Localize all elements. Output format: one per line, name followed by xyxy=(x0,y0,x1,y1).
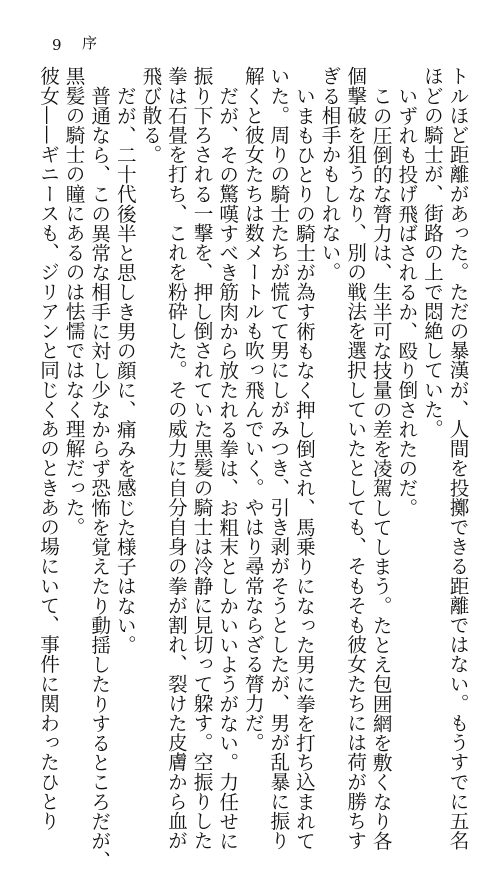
text-line: いまもひとりの騎士が為す術もなく押し倒され、馬乗りになった男に拳を打ち込まれて xyxy=(292,85,316,850)
body-text xyxy=(36,66,470,870)
text-line: トルほど距離があった。ただの暴漢が、人間を投擲できる距離ではない。もうすでに五名 xyxy=(446,66,469,850)
text-line: ほどの騎士が、街路の上で悶絶していた。 xyxy=(420,66,444,439)
text-line: 普通なら、この異常な相手に対し少なからず恐怖を覚えたり動揺したりするところだが、 xyxy=(87,85,111,870)
text-line: 黒髪の騎士の瞳にあるのは怯懦ではなく理解だった。 xyxy=(62,66,86,537)
text-line: 彼女——ギニースも、ジリアンと同じくあのときあの場にいて、事件に関わったひとり xyxy=(36,66,60,831)
text-line: 個撃破を狙うなり、別の戦法を選択していたとしても、そもそも彼女たちには荷が勝ちす xyxy=(343,66,367,850)
text-line: この圧倒的な膂力は、生半可な技量の差を凌駕してしまう。たとえ包囲網を敷くなり各 xyxy=(369,85,393,850)
page-number: 9 xyxy=(52,36,62,54)
text-line: だが、二十代後半と思しき男の顔に、痛みを感じた様子はない。 xyxy=(113,85,137,654)
text-line: 拳は石畳を打ち、これを粉砕した。その威力に自分自身の拳が割れ、裂けた皮膚から血が xyxy=(164,66,188,850)
text-line: いた。周りの騎士たちが慌てて男にしがみつき、引き剥がそうとしたが、男が乱暴に振り xyxy=(266,66,290,850)
text-line: 飛び散る。 xyxy=(138,66,162,164)
chapter-title: 序 xyxy=(82,34,98,52)
text-line: いずれも投げ飛ばされるか、殴り倒されたのだ。 xyxy=(394,85,418,517)
text-line: だが、その驚嘆すべき筋肉から放たれる拳は、お粗末としかいいようがない。力任せに xyxy=(215,85,239,850)
text-line: 解くと彼女たちは数メートルも吹っ飛んでいく。やはり尋常ならざる膂力だ。 xyxy=(241,66,265,752)
text-line: 振り下ろされる一撃を、押し倒されていた黒髪の騎士は冷静に見切って躱す。空振りした xyxy=(190,66,214,850)
text-line: ぎる相手かもしれない。 xyxy=(318,66,342,282)
